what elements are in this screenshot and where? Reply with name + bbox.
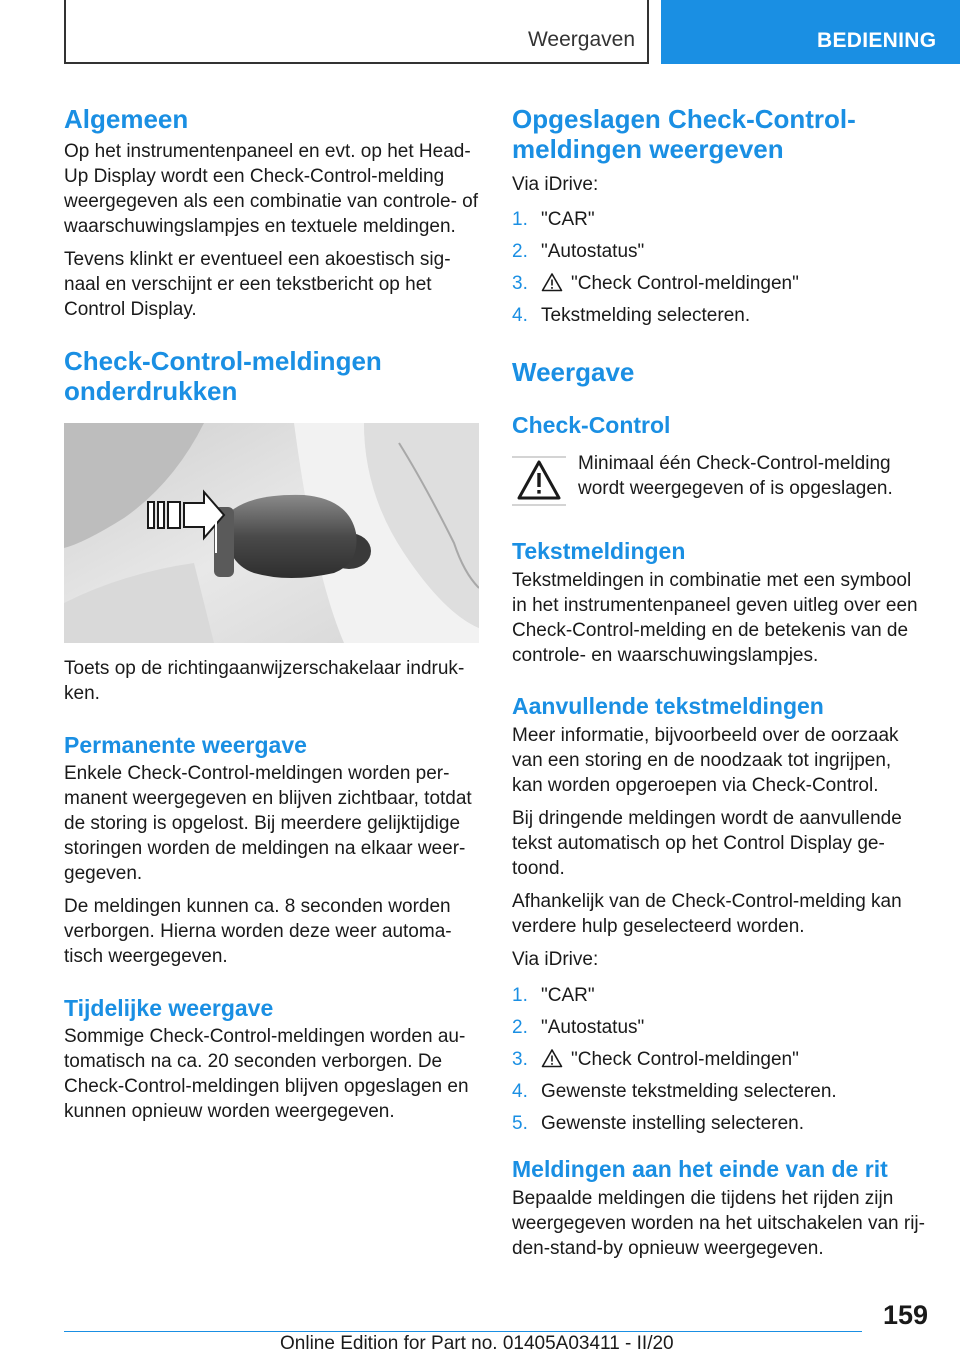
- check-control-notice: [512, 451, 927, 511]
- suppress-heading: Check-Control-meldingen onderdrukken: [64, 346, 382, 406]
- temporary-heading: Tijdelijke weergave: [64, 995, 274, 1021]
- check-control-notice-text: Minimaal één Check-Control-melding wordt weergegeven of is opgeslagen.: [578, 453, 893, 499]
- header-section-title: Weergaven: [527, 28, 635, 51]
- permanent-paragraph-2: De meldingen kunnen ca. 8 seconden worden verborgen. Hierna worden deze weer automatisch weergegeven.: [64, 896, 452, 967]
- via-idrive-label-1: Via iDrive:: [512, 174, 599, 195]
- list-item: 3. "Check Control-meldingen": [512, 273, 799, 294]
- suppress-caption: Toets op de richtingaanwijzerschakelaar indrukken.: [64, 658, 465, 704]
- footer-edition: Online Edition for Part no. 01405A03411 - II/20: [280, 1333, 674, 1354]
- extra-paragraph-2: Bij dringende meldingen wordt de aanvullende tekst automatisch op het Control Display getoond.: [512, 808, 902, 879]
- right-column: [512, 100, 927, 1261]
- list-item: 5. Gewenste instelling selecteren.: [512, 1113, 804, 1134]
- list-item: 2. "Autostatus": [512, 1017, 645, 1038]
- warning-triangle-icon: [541, 1048, 563, 1068]
- general-heading: Algemeen: [64, 104, 189, 134]
- general-paragraph-1: Op het instrumentenpaneel en evt. op het Head-Up Display wordt een Check-Control-melding weergegeven als een combinatie van controle- of waarschuwingslampjes en textuele meldingen.: [64, 141, 479, 237]
- extra-paragraph-1: Meer informatie, bijvoorbeeld over de oorzaak van een storing en de noodzaak tot ingrijpen, kan worden opgeroepen via Check-Control.: [512, 725, 899, 796]
- warning-triangle-icon: [512, 453, 566, 507]
- header-chapter-title: BEDIENING: [817, 29, 937, 52]
- steps-list-1: [512, 207, 927, 335]
- list-item: 4. Gewenste tekstmelding selecteren.: [512, 1081, 837, 1102]
- temporary-paragraph-1: Sommige Check-Control-meldingen worden automatisch na ca. 20 seconden verborgen. De Check-Control-meldingen blijven opgeslagen en kunnen opnieuw worden weergegeven.: [64, 1026, 469, 1122]
- list-item: 1. "CAR": [512, 985, 595, 1006]
- extra-paragraph-3: Afhankelijk van de Check-Control-melding kan verdere hulp geselecteerd worden.: [512, 891, 902, 937]
- list-item: 3. "Check Control-meldingen": [512, 1049, 799, 1070]
- list-item: 4. Tekstmelding selecteren.: [512, 305, 751, 326]
- header-section-box: [64, 0, 649, 64]
- permanent-heading: Permanente weergave: [64, 732, 307, 758]
- general-paragraph-2: Tevens klinkt er eventueel een akoestisch signaal en verschijnt er een tekstbericht op het Control Display.: [64, 249, 451, 320]
- via-idrive-label-2: Via iDrive:: [512, 949, 599, 970]
- steps-list-2: [512, 983, 927, 1143]
- left-column: [64, 100, 479, 1124]
- end-of-trip-heading: Meldingen aan het einde van de rit: [512, 1156, 888, 1182]
- text-messages-paragraph: Tekstmeldingen in combinatie met een symbool in het instrumentenpaneel geven uitleg over een Check-Control-melding en de betekenis van de controle- en waarschuwingslampjes.: [512, 570, 918, 666]
- turn-signal-lever-illustration: [64, 423, 479, 643]
- text-messages-heading: Tekstmeldingen: [512, 538, 686, 564]
- extra-text-messages-heading: Aanvullende tekstmeldingen: [512, 693, 824, 719]
- display-heading: Weergave: [512, 357, 635, 387]
- header-chapter-tab: [661, 0, 960, 64]
- warning-triangle-icon: [541, 272, 563, 292]
- list-item: 1. "CAR": [512, 209, 595, 230]
- check-control-heading: Check-Control: [512, 412, 671, 438]
- stored-messages-heading: Opgeslagen Check-Control-meldingen weergeven: [512, 104, 856, 164]
- permanent-paragraph-1: Enkele Check-Control-meldingen worden permanent weergegeven en blijven zichtbaar, totdat de storing is opgelost. Bij meerdere gelijktijdige storingen worden de meldingen na elkaar weergegeven.: [64, 763, 472, 884]
- end-of-trip-paragraph: Bepaalde meldingen die tijdens het rijden zijn weergegeven worden na het uitschakelen van rijden-stand-by opnieuw weergegeven.: [512, 1188, 925, 1259]
- page-number: 159: [882, 1300, 928, 1330]
- list-item: 2. "Autostatus": [512, 241, 645, 262]
- footer-divider: [64, 1331, 862, 1332]
